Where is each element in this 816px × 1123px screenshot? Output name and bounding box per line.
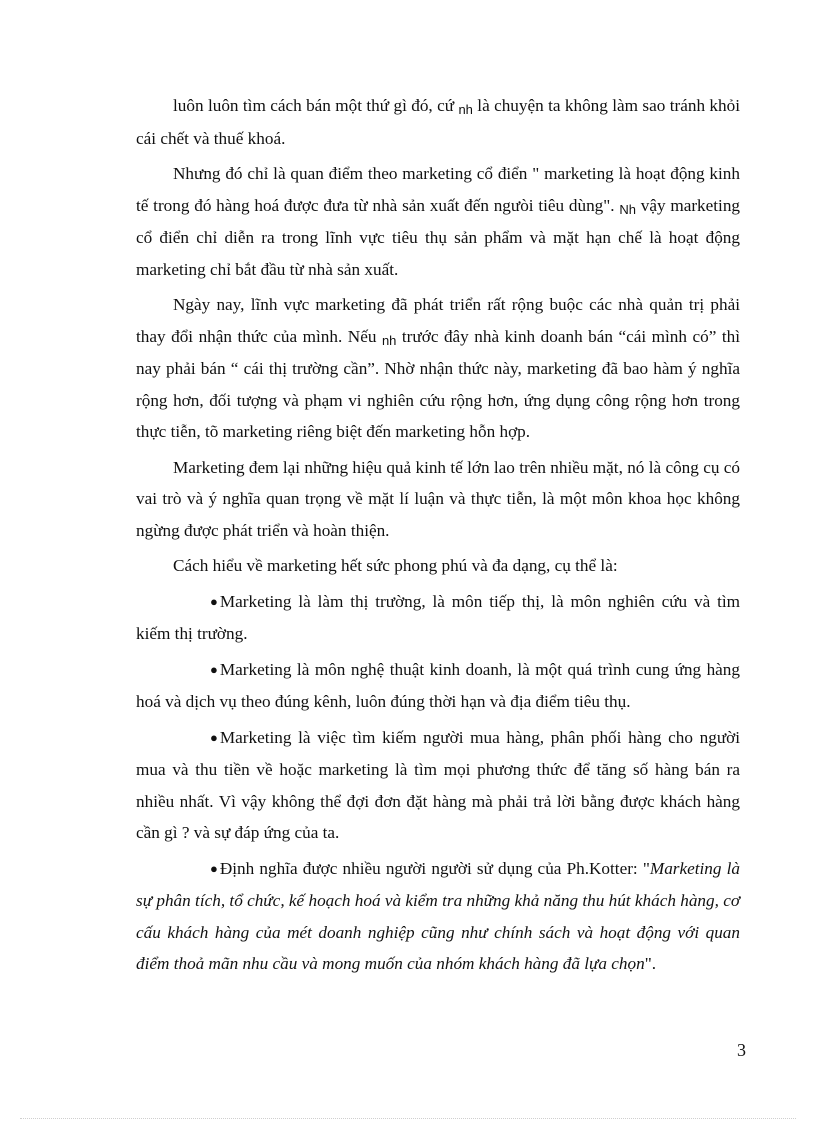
bullet-item-3: ● Marketing là việc tìm kiếm người mua hàng, phân phối hàng cho người mua và thu tiền về hoặc marketing là tìm mọi phương thức để tăng số hàng bán ra nhiều nhất. Vì vậy không thể đợi đơn đặt hàng mà phải trả lời bằng được khách hàng cần gì ? và sự đáp ứng của ta. (136, 722, 740, 849)
paragraph-1: luôn luôn tìm cách bán một thứ gì đó, cứ nh là chuyện ta không làm sao tránh khỏi cái chết và thuế khoá. (136, 96, 740, 148)
bullet-icon: ● (210, 729, 218, 745)
document-body (136, 90, 740, 980)
paragraph-3: Ngày nay, lĩnh vực marketing đã phát triển rất rộng buộc các nhà quản trị phải thay đổi nhận thức của mình. Nếu nh trước đây nhà kinh doanh bán “cái mình có” thì nay phải bán “ cái thị trường cần”. Nhờ nhận thức này, marketing đã bao hàm ý nghĩa rộng hơn, đối tượng và phạm vi nghiên cứu rộng hơn, ứng dụng công rộng hơn trong thực tiễn, tõ marketing riêng biệt đến marketing hỗn hợp. (136, 295, 740, 441)
paragraph-2: Nhưng đó chỉ là quan điểm theo marketing cổ điển " marketing là hoạt động kinh tế trong đó hàng hoá được đưa từ nhà sản xuất đến ngưòi tiêu dùng". Nh vậy marketing cổ điển chỉ diễn ra trong lĩnh vực tiêu thụ sản phẩm và mặt hạn chế là hoạt động marketing chỉ bắt đầu từ nhà sản xuất. (136, 164, 741, 279)
paragraph-5: Cách hiểu về marketing hết sức phong phú và đa dạng, cụ thể là: (173, 556, 618, 575)
bullet-icon: ● (210, 860, 218, 876)
page-number: 3 (737, 1040, 746, 1060)
bullet-item-1: ● Marketing là làm thị trường, là môn tiếp thị, là môn nghiên cứu và tìm kiếm thị trường. (136, 586, 740, 650)
bullet-icon: ● (210, 593, 218, 609)
bullet-item-4: ● Định nghĩa được nhiều người người sử dụng của Ph.Kotter: "Marketing là sự phân tích, tổ chức, kế hoạch hoá và kiểm tra những khả năng thu hút khách hàng, cơ cấu khách hàng của mét doanh nghiệp cũng như chính sách và hoạt động với quan điểm thoả mãn nhu cầu và mong muốn của nhóm khách hàng đã lựa chọn". (136, 853, 740, 980)
bullet-item-2: ● Marketing là môn nghệ thuật kinh doanh, là một quá trình cung ứng hàng hoá và dịch vụ theo đúng kênh, luôn đúng thời hạn và địa điểm tiêu thụ. (136, 654, 740, 718)
page-bottom-divider (20, 1118, 796, 1119)
bullet-icon: ● (210, 661, 218, 677)
paragraph-4: Marketing đem lại những hiệu quả kinh tế lớn lao trên nhiều mặt, nó là công cụ có vai trò và ý nghĩa quan trọng về mặt lí luận và thực tiễn, là một môn khoa học không ngừng được phát triển và hoàn thiện. (136, 457, 740, 540)
